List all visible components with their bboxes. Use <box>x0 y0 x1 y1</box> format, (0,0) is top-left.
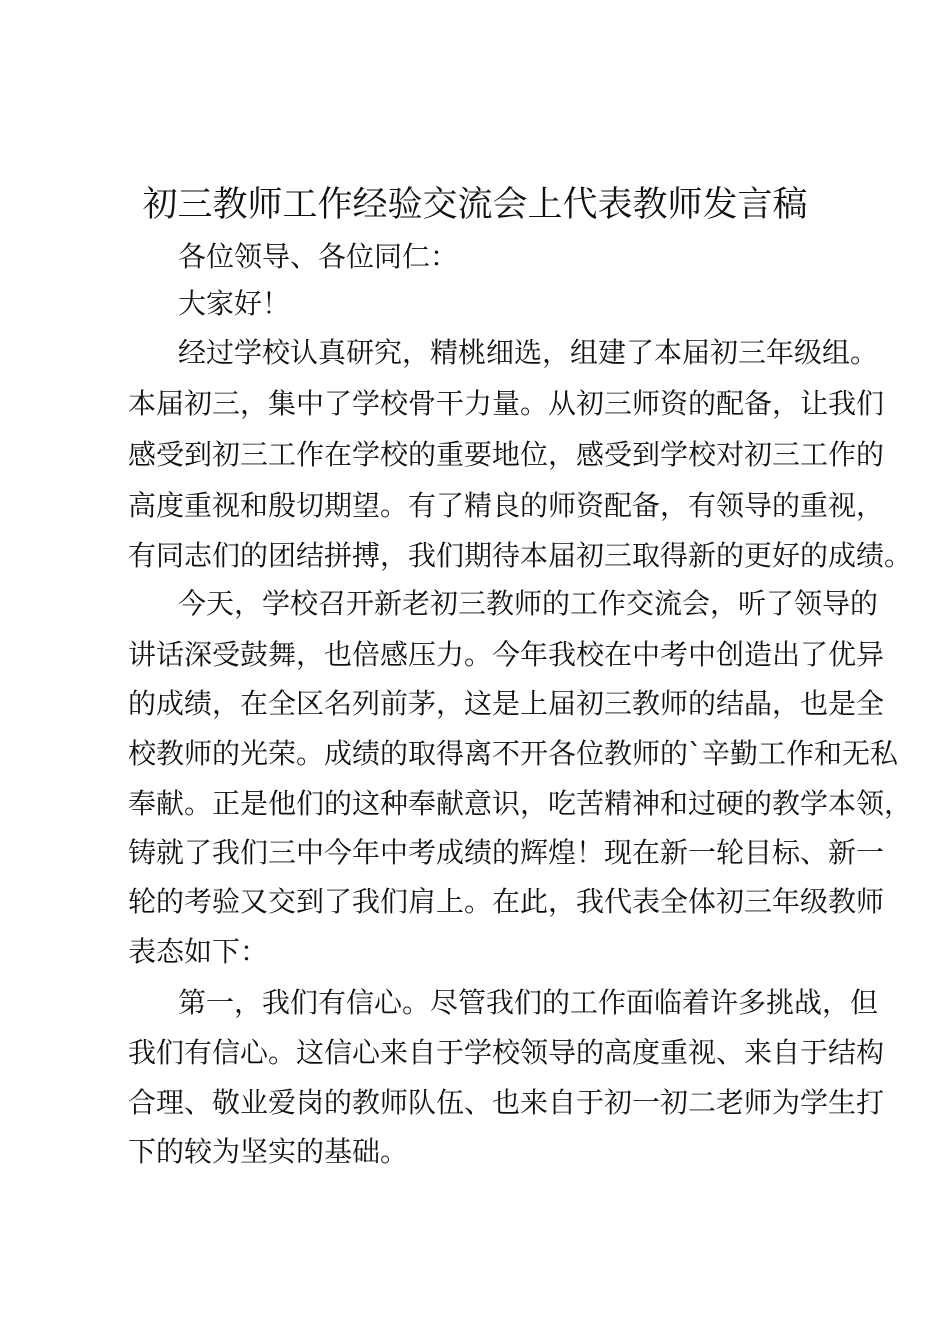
paragraph-2-line-7: 轮的考验又交到了我们肩上。在此，我代表全体初三年级教师 <box>128 885 885 918</box>
paragraph-2-line-5: 奉献。正是他们的这种奉献意识，吃苦精神和过硬的教学本领， <box>128 787 913 820</box>
paragraph-2-line-8: 表态如下： <box>128 935 269 968</box>
paragraph-1-line-5: 有同志们的团结拼搏，我们期待本届初三取得新的更好的成绩。 <box>128 539 913 572</box>
paragraph-1-line-2: 本届初三，集中了学校骨干力量。从初三师资的配备，让我们 <box>128 387 885 420</box>
salutation: 各位领导、各位同仁： <box>178 240 459 273</box>
paragraph-1-line-1: 经过学校认真研究，精桃细选，组建了本届初三年级组。 <box>178 336 879 369</box>
greeting: 大家好！ <box>178 287 291 320</box>
document-title: 初三教师工作经验交流会上代表教师发言稿 <box>142 185 808 225</box>
paragraph-3-line-3: 合理、敬业爱岗的教师队伍、也来自于初一初二老师为学生打 <box>128 1086 885 1119</box>
paragraph-2-line-1: 今天，学校召开新老初三教师的工作交流会，听了领导的 <box>178 587 879 620</box>
paragraph-2-line-4: 校教师的光荣。成绩的取得离不开各位教师的`辛勤工作和无私 <box>128 737 899 770</box>
paragraph-2-line-2: 讲话深受鼓舞，也倍感压力。今年我校在中考中创造出了优异 <box>128 638 885 671</box>
paragraph-3-line-4: 下的较为坚实的基础。 <box>128 1135 409 1168</box>
paragraph-1-line-3: 感受到初三工作在学校的重要地位，感受到学校对初三工作的 <box>128 438 885 471</box>
paragraph-2-line-3: 的成绩，在全区名列前茅，这是上届初三教师的结晶，也是全 <box>128 687 885 720</box>
paragraph-3-line-1: 第一，我们有信心。尽管我们的工作面临着许多挑战，但 <box>178 986 879 1019</box>
paragraph-2-line-6: 铸就了我们三中今年中考成绩的辉煌！现在新一轮目标、新一 <box>128 836 885 869</box>
paragraph-1-line-4: 高度重视和殷切期望。有了精良的师资配备，有领导的重视， <box>128 489 885 522</box>
paragraph-3-line-2: 我们有信心。这信心来自于学校领导的高度重视、来自于结构 <box>128 1036 885 1069</box>
